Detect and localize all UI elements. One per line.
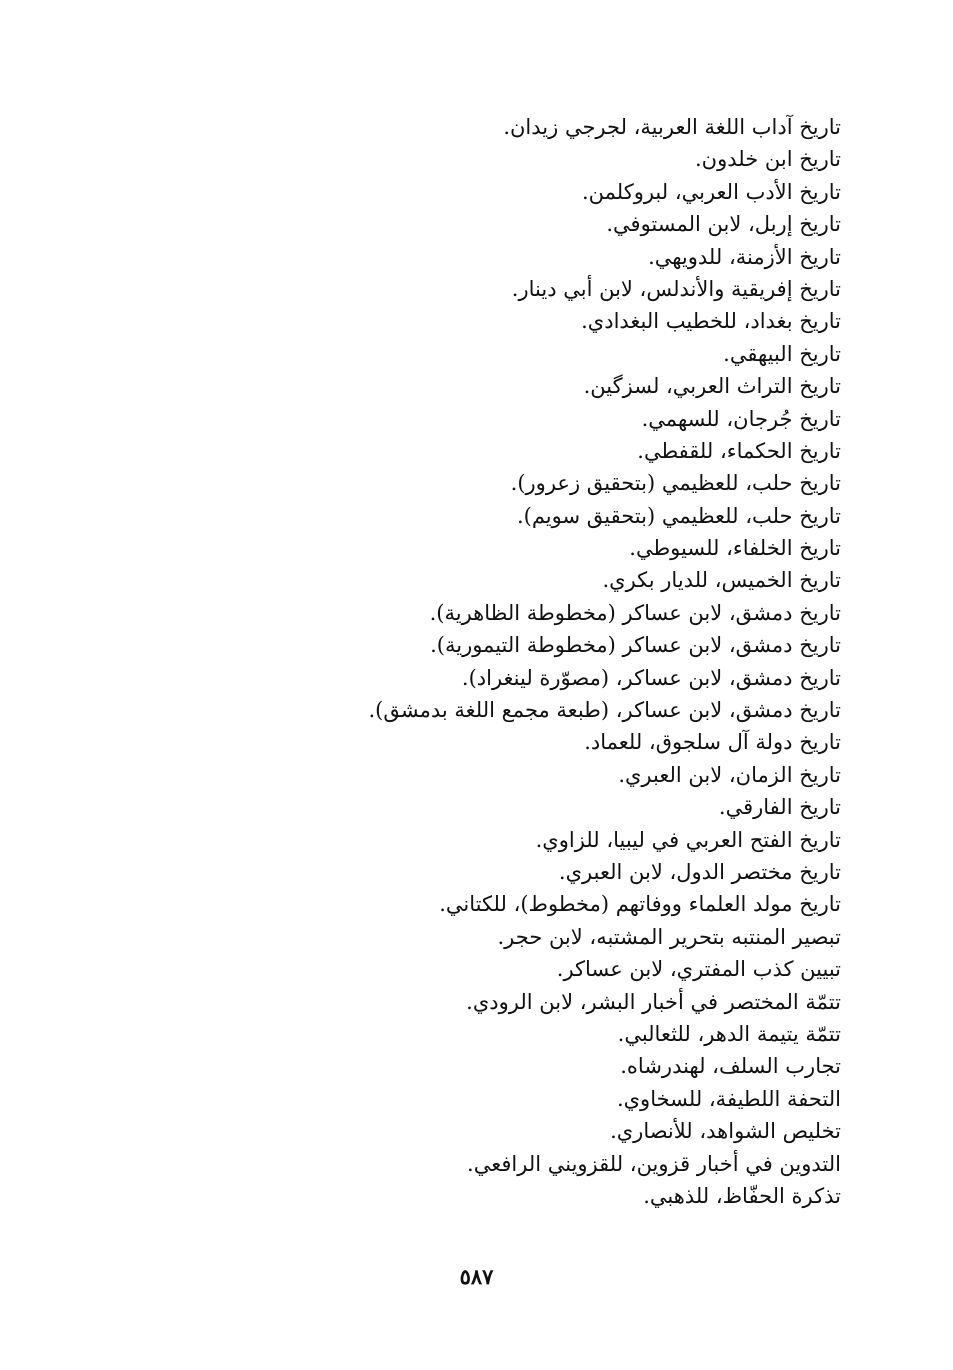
bibliography-entry: تاريخ الأزمنة، للدويهي. bbox=[648, 244, 841, 269]
page-number: ٥٨٧ bbox=[459, 1264, 494, 1289]
bibliography-entry: تاريخ الفارقي. bbox=[718, 795, 841, 820]
bibliography-entry: تاريخ دمشق، لابن عساكر (مخطوطة الظاهرية). bbox=[429, 600, 841, 625]
bibliography-entry: تاريخ جُرجان، للسهمي. bbox=[641, 406, 841, 431]
bibliography-entry: تاريخ مختصر الدول، لابن العبري. bbox=[558, 859, 841, 884]
bibliography-entry: تاريخ ابن خلدون. bbox=[695, 147, 841, 172]
bibliography-entry: تاريخ الحكماء، للقفطي. bbox=[637, 438, 841, 463]
bibliography-entry: تاريخ البيهقي. bbox=[723, 341, 841, 366]
bibliography-entry: تاريخ الفتح العربي في ليبيا، للزاوي. bbox=[535, 827, 841, 852]
bibliography-entry: تبصير المنتبه بتحرير المشتبه، لابن حجر. bbox=[497, 924, 841, 949]
bibliography-entry: تخليص الشواهد، للأنصاري. bbox=[610, 1119, 841, 1144]
bibliography-entry: تاريخ دمشق، لابن عساكر (مخطوطة التيمورية). bbox=[430, 633, 841, 658]
bibliography-entry: تاريخ التراث العربي، لسزگين. bbox=[583, 374, 841, 399]
bibliography-entry: تاريخ بغداد، للخطيب البغدادي. bbox=[581, 309, 841, 334]
bibliography-entry: تاريخ دمشق، لابن عساكر، (طبعة مجمع اللغة بدمشق). bbox=[368, 698, 841, 723]
bibliography-entry: تاريخ حلب، للعظيمي (بتحقيق زعرور). bbox=[510, 471, 841, 496]
bibliography-entry: تاريخ الخلفاء، للسيوطي. bbox=[629, 536, 841, 561]
bibliography-entry: تاريخ آداب اللغة العربية، لجرجي زيدان. bbox=[503, 115, 841, 139]
bibliography-entry: تاريخ دولة آل سلجوق، للعماد. bbox=[584, 730, 841, 755]
bibliography-entry: تاريخ دمشق، لابن عساكر، (مصوّرة لينغراد). bbox=[461, 665, 841, 690]
bibliography-list bbox=[121, 111, 841, 1212]
bibliography-entry: تجارب السلف، لهندرشاه. bbox=[620, 1054, 841, 1079]
bibliography-entry: تاريخ إفريقية والأندلس، لابن أبي دينار. bbox=[511, 276, 841, 301]
bibliography-entry: تاريخ حلب، للعظيمي (بتحقيق سويم). bbox=[516, 503, 841, 528]
bibliography-entry: تاريخ الزمان، لابن العبري. bbox=[618, 762, 841, 787]
bibliography-entry: تذكرة الحفّاظ، للذهبي. bbox=[643, 1183, 841, 1208]
bibliography-entry: تاريخ الأدب العربي، لبروكلمن. bbox=[581, 179, 841, 204]
bibliography-entry: تتمّة يتيمة الدهر، للثعالبي. bbox=[617, 1021, 841, 1046]
bibliography-entry: تتمّة المختصر في أخبار البشر، لابن الرودي. bbox=[466, 989, 841, 1014]
bibliography-entry: تاريخ الخميس، للديار بكري. bbox=[602, 568, 841, 593]
bibliography-entry: تاريخ إربل، لابن المستوفي. bbox=[606, 212, 841, 237]
bibliography-entry: تبيين كذب المفتري، لابن عساكر. bbox=[556, 957, 841, 982]
bibliography-entry: التحفة اللطيفة، للسخاوي. bbox=[616, 1086, 841, 1111]
bibliography-entry: تاريخ مولد العلماء ووفاتهم (مخطوط)، للكتاني. bbox=[439, 892, 841, 917]
bibliography-entry: التدوين في أخبار قزوين، للقزويني الرافعي. bbox=[467, 1151, 841, 1176]
